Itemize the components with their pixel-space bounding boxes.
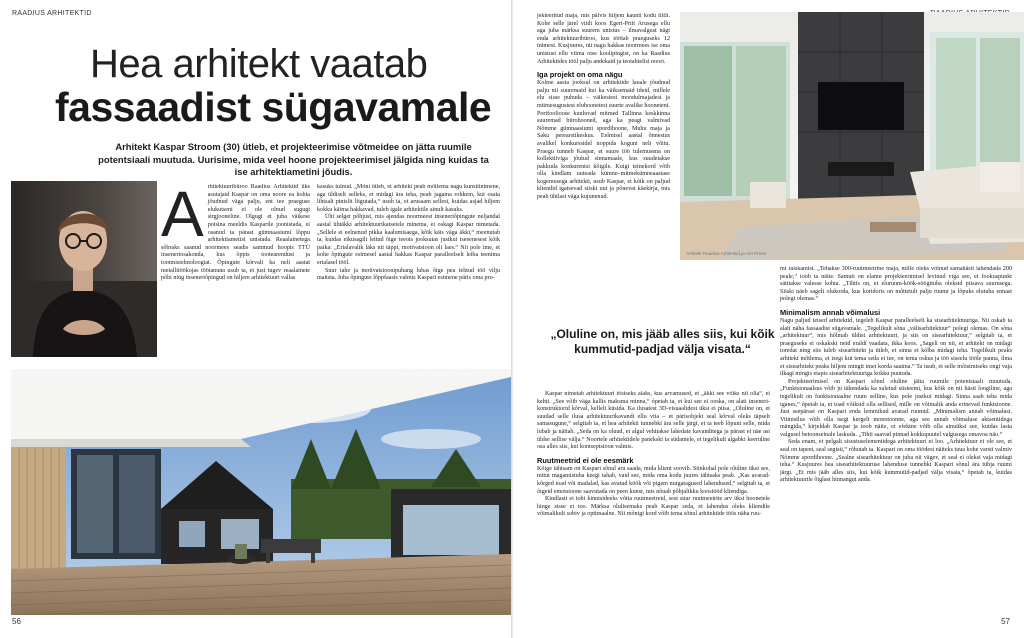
right-page — [513, 0, 1024, 638]
portrait-illustration — [11, 181, 157, 357]
portrait-photo — [11, 181, 157, 357]
paragraph: kasuks tulnud. „Mõni ütleb, et arhitekt peab mõtlema nagu kunstiinimene, aga üldiselt selleks, et midagi ära teha, peab jagama rohkem, kui osata lihtsalt pintslit liigutada,“ usub ta, et arusaam sellest, kuidas asjad hiljem kokku käima hakkavad, tuleb igale arhitektile ainult kasuks. — [317, 184, 500, 213]
paragraph: jekteeritud maja, mis pälvis hiljem kaunii kodu tiitli. Kohe selle järel viidi koos Egert-Priit Arusega ellu aga juba märksa suurem unistus – ilmavalgust nägi enda arhitektuuribüroo, kus töötab praeguseks 12 inimest. Kusjuures, nii nagu hakkas noormees ise oma unistusi ellu viima otse koolipingist, on ka Raadius Arhitektides tööl palju andekaid ja teotahtelisi noori. — [537, 13, 670, 65]
subheading: Minimalism annab võimalusi — [780, 307, 881, 317]
interior-photo — [680, 12, 1024, 260]
body-column-5 — [780, 266, 1012, 618]
subheading: Iga projekt on oma nägu — [537, 70, 623, 80]
title-line-1: Hea arhitekt vaatab — [90, 42, 428, 86]
page-number-right: 57 — [1001, 617, 1010, 626]
paragraph: Nagu paljud teised arhitektid, tegeleb Kaspar paralleelselt ka sisearhitektuuriga. Nii oskab ta alati näha fassaadist sügavamale. „Tegelikult sõna „välisarhitektuur“ polegi olemas. On sõna „arhitektuur“, mis hõlmab üldist arhitektuuri, ja siis on sisearhitektuur,“ selgitab ta, et praeguseks ei oskakski neid eraldi vaadata, ikka koos. „Sageli on nii, et arhitekt on midagi toredat ning siis tuleb sisearhitekt ja ütleb, et sinna ei kõlba midagi teha. Tegelikult peaks arhitekt mõtlema, et isegi kui tema seda ei tee, on tema oskus ja töö siseelu tööle panna, ilma et sisearhitekt peaks hiljem mingit imet korda saatma.“ Ta usub, et selle mõistmiseks ongi vaja ilkagi mingis etapis sisearhitektuuriga kokku puutuda. — [780, 317, 1012, 378]
paragraph: mi raiskamist. „Tehakse 300-ruutmeetrine maja, mille oleks võinud samahästi lahendada 200 peale,“ toob ta näite. Samuti on elamu projekteerimisel levinud viga see, et fookuspunkt sätitakse valesse kohta. „Tihtis on, et eluruum-köök-söögituba oleksid piisava suurusega. Siiski näeb sageli olukorda, kus koridoris on mõttetult palju ruumi ja lõpuks elutuba ennast polegi olemas.“ — [780, 266, 1012, 303]
drop-cap: A — [161, 184, 204, 250]
pull-quote: „Oluline on, mis jääb alles siis, kui kõik kummutid-padjad välja visata.“ — [550, 327, 775, 356]
paragraph: Kaspar nimetab arhitektuuri tõsiseks alaks, kus arvamused, et „äkki see võiks nii olla“, ei kehti. „See võib väga kallis maksma minna,“ ópetab ta, et kui see ei ooska, on alati inseneri-konstruktorid kõrval, kellelt küsida. Ka ilusatest 3D-visuaalidest üksi ei piisa. „Oluline on, et suudad selle ilusa arhitektuurikavandi ellu viia – et pärisobjekt seal kõrval oleks täpselt samasugune,“ selgitab ta, et hea arhitekti tunnebki ära selle järgi, et ta teeb lõpuni selle, mida lubab ja näitab. „Seda on ka oluud, et algul vehitakse lahedate kavanditega ja pärast ei näe asi üldse sellise välja.“ Noortele arhitektidele panekski ta südamele, et tegelikult algabki keeruline osa alles siis, kui kontseptsioon valmis. — [537, 391, 770, 451]
left-page — [0, 0, 511, 638]
page-number-left: 56 — [12, 617, 21, 626]
paragraph: Üht selget põhjust, mis ajendas noormeest inseneriõpingute neljandal aastal ühtäkki arhitektuurikatsetele minema, ei oskagi Kaspar nimetada. „Sellele ei eelnenud pikka kaalumisaega, kõik käis väga äkki,“ meenutab ta, kuidas eikusagilt leitud õige teeots jooksutas justkui iseeenesest kõik paika: „Erialavalik läks nii täppi, motivatsioon oli laes.“ Nii pole ime, et kohe õpingute esimesel aastal hakkas Kaspar paralleelselt leiba teenima erialasel tööl. — [317, 214, 500, 266]
paragraph: Kindlasti ei tohi kinnisideeks võtta ruutmeetreid, sest suur ruutmeetrite arv üksi hoonetele hinge sisse ei too. Märksa olulisemaks peab Kaspar seda, et lahendus oleks kliendile võimalikult sobiv ja optimaalne. Nii mõnigi kord võib tema sõnul arhitektide töös näha ruu- — [537, 496, 770, 518]
subheading: Ruutmeetrid ei ole eesmärk — [537, 455, 634, 465]
body-column-4 — [537, 391, 770, 619]
paragraph: rhitektuuribüroo Raadius Arhitektid üks asutajaid Kaspar on oma noore ea kohta jõudnud väga palju, ent tee praeguse elukutseni ei ole olnud sugugi sirgjooneline. Olgugi et juba väikese poisina meeldis Kasparile joonistada, ei osanud ta pärast gümnaasiumi lõppu arhitektiametist unistada. Reaalainetega sõbraks saanud noormees seadis sammud hoopis TTÜ inseneriosakonda, kus õppis tootearendust ja tootmistehnoloogiat. Õpingute kõrvalt ka neli aastat metallitöökojas töötanuna usub ta, et just tugev reaalainete põhi ning inseneriõpingud on hiljem arhitektuuri vallas — [161, 184, 310, 282]
interior-illustration — [680, 12, 1024, 260]
title-line-2: fassaadist sügavamale — [55, 84, 492, 130]
photo-credit: Arhitekt Raadius Arhitektid ja Arn Press — [686, 251, 766, 256]
paragraph: Kolme aasta jooksul on arhitektide lauale jõudnud palju nii suuremaid kui ka väiksemaid ideid, millele elu sisse puhuda – väikestest moodulmajadest ja mitmesugustest eluhoonetest suurte avalike hooneteni. Portfoolioose kuuluvad mitmed Tallinna keskkinna suuremad bürohooned, aga ka peagi valmivad Nõmme gümnaasiumi spordihoone, Muhu maja ja Saku perearstikeskus. Eelmisel aastal õnnestus avalikel konkurssidel noppida koguni neli võitu. Praegu tunneb Kaspar, et suure töö tulemusena on kollektiiviga jõutud sinnamaale, kus suudetakse pakkuda konkurentsi kõigile. Kuigi teinekord võib olla kindlam uuteada kümne–mitmekümneaastase kogemusega arhitekti, usub Kaspar, et kõik on paljud kliendid igatsevad siiski uut ja põnevat käekirja, mis peab ühtlasi väga kujunenud. — [537, 80, 670, 201]
house-exterior-photo — [11, 369, 511, 615]
paragraph: Seda enam, et pelgalt sisustuselementidega arhitektuuri ei loo. „Arhitektuur ei ole see, et seal on tapeet, seal segisti,“ rõhutab ta. Kaspari on oma töödest näiteks tuua kohe varsti valmiv Nõmme spordihoone. „Sealne sisearhitektuur on juba nii vägev, et seal ei oleksi vaja midagi teha.“ Kusjuures hea sisearhitektuuruse lahenduse tunnebki Kaspari sõnul ära tühja ruumi järgi. „Et mis jääb alles siis, kui kõik kummutid-padjad välja visata,“ õpetab ta, kuidas arhitektuurile õiglast hinnangut anda. — [780, 439, 1012, 484]
paragraph: Projekteerimisel on Kaspari sõnul oluline jätta ruumile potentsiaali muutuda. „Funktsionaalsus võib ju tähendada ka suletud süsteemi, kus kõik on nii hästi loogiline, aga tegelikult on funktsionaalne ruum selline, kus pole justkui midagi. Sinna saab teha mida iganes,“ õpetab ta, et toad võiksid olla sellised, mille on võimalik anda erinevad funktsioone. Just seepärast on Kaspari enda lemmikud avarad ruumid. „Minimalism annab võimalusi. Viimistlus võib olla isegi kergelt monotoonne, aga see annab võimaluse aktsentidega mängida,“ kirjeldab Kaspar ja toob näite, et efektne võib olla ainuüksi see, kuidas lasta valgusel betoonseinale laskuda. „Tihti saavad pinnad kokkupuutel valgusega omavoa näo.“ — [780, 378, 1012, 438]
house-illustration — [11, 369, 511, 615]
body-column-2 — [317, 184, 500, 359]
running-head-left: RAADIUS ARHITEKTID — [12, 10, 92, 17]
body-column-1 — [161, 184, 310, 359]
paragraph: Suur tahe ja motivatsioonipuhang lubas õige pea tehtud töö vilju maitsta. Juba õpingute lõppfaasis valmis Kaspari esimene päris oma pro- — [317, 267, 500, 282]
body-column-3 — [537, 13, 670, 313]
lead-paragraph: Arhitekt Kaspar Stroom (30) ütleb, et projekteerimise võtmeidee on jätta ruumile potentsiaali muutuda. Uurisime, mida veel hoone projekteerimisel jälgida ning kuidas ta ise arhitektiametini jõudis. — [98, 141, 489, 178]
paragraph: Kõige tähtsam on Kaspari sõnul aru saada, mida klient soovib. Siinkohal pole oluline üksi see, mitut magamistuba keegi tahab, vaid see, mida oma kodu juures tähtsaks peab. „Kas avarad-kõrged toad või madalad, kas avatud köök või pigem nurgatagused lahendused,“ selgitab ta, et õigeid emotsioone saavutada on peen kunst, mis nõuab põhjalikku koostööd kliendiga. — [537, 465, 770, 495]
photo-credit: Arhitekt Raadius Arhitektid ja Arn Press — [395, 372, 475, 377]
